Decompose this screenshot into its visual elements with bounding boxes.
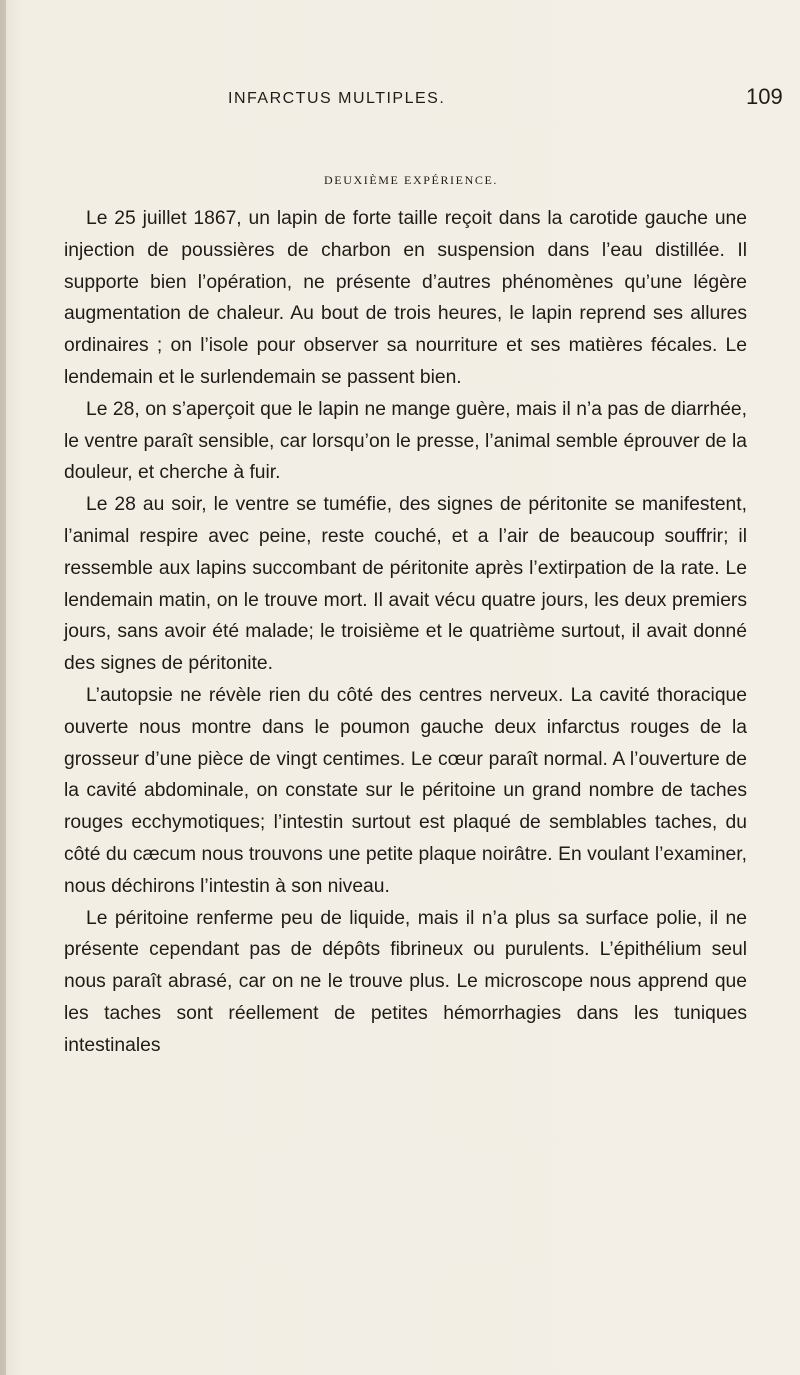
paragraph: L’autopsie ne révèle rien du côté des centres nerveux. La cavité thoracique ouverte nous montre dans le poumon gauche deux infarctus rouges de la grosseur d’une pièce de vingt centimes. Le cœur paraît normal. A l’ouverture de la cavité abdominale, on constate sur le péritoine un grand nombre de taches rouges ecchymotiques; l’intestin surtout est plaqué de semblables taches, du côté du cæcum nous trouvons une petite plaque noirâtre. En voulant l’examiner, nous déchirons l’intestin à son niveau.: [64, 684, 747, 897]
section-heading: DEUXIÈME EXPÉRIENCE.: [324, 173, 498, 187]
paragraph: Le 28, on s’aperçoit que le lapin ne mange guère, mais il n’a pas de diarrhée, le ventre paraît sensible, car lorsqu’on le presse, l’animal semble éprouver de la douleur, et cherche à fuir.: [64, 398, 747, 484]
paragraph: Le péritoine renferme peu de liquide, mais il n’a plus sa surface polie, il ne présente cependant pas de dépôts fibrineux ou purulents. L’épithélium seul nous paraît abrasé, car on ne le trouve plus. Le microscope nous apprend que les taches sont réellement de petites hémorrhagies dans les tuniques intestinales: [64, 907, 747, 1056]
body-text: [64, 203, 747, 1062]
running-title: INFARCTUS MULTIPLES.: [228, 90, 446, 107]
paragraph: Le 28 au soir, le ventre se tuméfie, des signes de péritonite se manifestent, l’animal respire avec peine, reste couché, et a l’air de beaucoup souffrir; il ressemble aux lapins succombant de péritonite après l’extirpation de la rate. Le lendemain matin, on le trouve mort. Il avait vécu quatre jours, les deux premiers jours, sans avoir été malade; le troisième et le quatrième surtout, il avait donné des signes de péritonite.: [64, 494, 747, 675]
page-header: [0, 84, 800, 114]
paragraph: Le 25 juillet 1867, un lapin de forte taille reçoit dans la carotide gauche une injection de poussières de charbon en suspension dans l’eau distillée. Il supporte bien l’opération, ne présente d’autres phénomènes qu’une légère augmentation de chaleur. Au bout de trois heures, le lapin reprend ses allures ordinaires ; on l’isole pour observer sa nourriture et ses matières fécales. Le lendemain et le surlendemain se passent bien.: [64, 208, 747, 388]
page-edge-shadow: [0, 0, 6, 1375]
page-number: 109: [746, 84, 783, 109]
